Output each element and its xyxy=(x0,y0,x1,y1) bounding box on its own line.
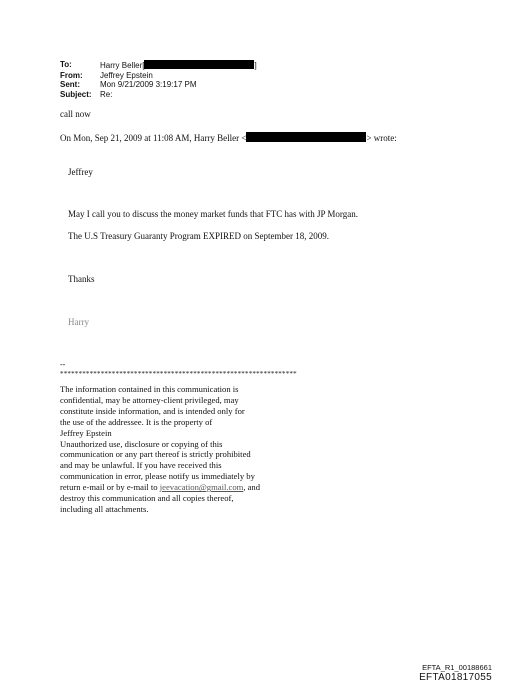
disclaimer xyxy=(60,384,320,515)
disclaimer-line: The information contained in this communication is xyxy=(60,384,239,394)
disclaimer-line: and may be unlawful. If you have received this xyxy=(60,460,222,471)
disclaimer-line: destroy this communication and all copies thereof, xyxy=(60,493,234,504)
disclaimer-line xyxy=(60,482,320,493)
sent-row xyxy=(60,80,257,90)
quoted-thanks: Thanks xyxy=(68,274,95,284)
to-value xyxy=(100,60,257,71)
quote-intro xyxy=(60,132,397,144)
from-label: From: xyxy=(60,70,83,80)
disclaimer-line: confidential, may be attorney-client privileged, may xyxy=(60,394,239,405)
disclaimer-line: Unauthorized use, disclosure or copying of this xyxy=(60,438,223,449)
disclaimer-text: return e-mail or by e-mail to xyxy=(60,482,160,493)
disclaimer-line: constitute inside information, and is intended only for xyxy=(60,405,245,416)
to-bracket: ] xyxy=(254,61,257,70)
from-row xyxy=(60,71,257,81)
sent-label: Sent: xyxy=(60,80,80,89)
email-header xyxy=(60,60,257,99)
redaction-box xyxy=(144,60,257,70)
quote-intro-suffix: > wrote: xyxy=(366,133,397,143)
subject-row xyxy=(60,90,257,100)
disclaimer-line: communication in error, please notify us immediately by xyxy=(60,471,255,482)
to-name: Harry Beller[ xyxy=(100,61,145,70)
to-label: To: xyxy=(60,60,72,69)
email-link[interactable]: jeevacation@gmail.com xyxy=(159,482,244,493)
disclaimer-text: , and xyxy=(243,482,261,493)
separator-dash: -- xyxy=(60,360,66,369)
disclaimer-line: communication or any part thereof is strictly prohibited xyxy=(60,449,251,460)
footer-id-small: EFTA_R1_00188661 xyxy=(422,663,492,672)
sent-value: Mon 9/21/2009 3:19:17 PM xyxy=(100,80,197,89)
disclaimer-line: including all attachments. xyxy=(60,503,149,514)
quoted-line-2: The U.S Treasury Guaranty Program EXPIRED on September 18, 2009. xyxy=(68,231,329,241)
redaction-box xyxy=(246,132,366,142)
to-row xyxy=(60,60,257,71)
quoted-line-1: May I call you to discuss the money market funds that FTC has with JP Morgan. xyxy=(68,209,358,219)
reply-text: call now xyxy=(60,109,91,119)
footer-id-large: EFTA01817055 xyxy=(419,672,492,683)
disclaimer-line: Jeffrey Epstein xyxy=(60,427,112,438)
subject-value: Re: xyxy=(100,89,113,99)
disclaimer-line: the use of the addressee. It is the property of xyxy=(60,416,213,427)
quoted-greeting: Jeffrey xyxy=(68,167,93,177)
quoted-signature: Harry xyxy=(68,317,89,327)
separator-stars: **************************************************************** xyxy=(60,370,297,378)
subject-label: Subject: xyxy=(60,89,92,99)
from-value: Jeffrey Epstein xyxy=(100,70,153,80)
quote-intro-prefix: On Mon, Sep 21, 2009 at 11:08 AM, Harry Beller < xyxy=(60,133,247,143)
